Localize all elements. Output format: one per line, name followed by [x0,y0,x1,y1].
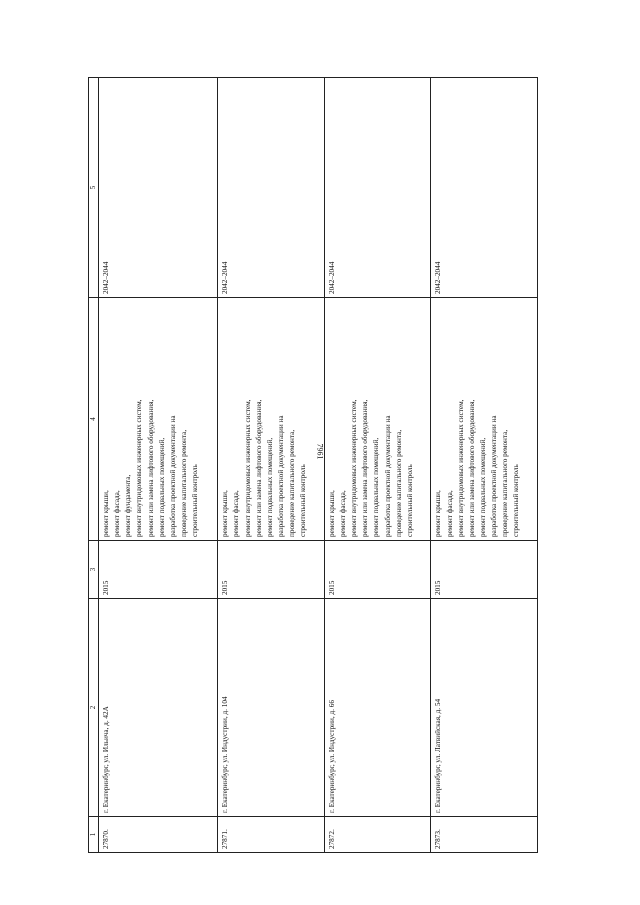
work-item: ремонт внутридомовых инженерных систем, [243,399,252,537]
year-cell: 2015 [431,541,538,599]
table-row [324,78,431,853]
work-item: ремонт фасада, [232,490,241,537]
works-cell [218,298,325,541]
page-number: 7961 [315,443,325,460]
period-cell: 2042–2044 [218,78,325,298]
column-number: 5 [89,78,99,298]
work-item: ремонт подвальных помещений, [265,437,274,537]
work-item: строительный контроль [299,464,308,537]
row-number-cell: 27872. [324,817,431,853]
work-item: ремонт подвальных помещений, [157,437,166,537]
work-item: ремонт внутридомовых инженерных систем, [350,399,359,537]
work-item: разработка проектной документации на [490,415,499,537]
period-cell: 2042–2044 [99,78,218,298]
work-item: разработка проектной документации на [168,415,177,537]
work-item: ремонт или замена лифтового оборудования, [146,399,155,537]
work-item: ремонт или замена лифтового оборудования, [467,399,476,537]
year-cell: 2015 [218,541,325,599]
work-item: ремонт фундамента, [124,474,133,537]
work-item: ремонт подвальных помещений, [479,437,488,537]
period-cell: 2042–2044 [324,78,431,298]
work-item: разработка проектной документации на [383,415,392,537]
row-number-cell: 27873. [431,817,538,853]
work-item: ремонт или замена лифтового оборудования, [361,399,370,537]
works-cell [324,298,431,541]
document-sheet [88,78,538,853]
work-item: ремонт крыши, [327,490,336,537]
work-item: ремонт фасада, [445,490,454,537]
works-cell [99,298,218,541]
work-item: ремонт крыши, [434,490,443,537]
column-number: 1 [89,817,99,853]
work-item: ремонт внутридомовых инженерных систем, [456,399,465,537]
work-item: проведение капитального ремонта, [394,429,403,537]
column-number: 2 [89,599,99,817]
row-number-cell: 27871. [218,817,325,853]
work-item: строительный контроль [512,464,521,537]
work-item: проведение капитального ремонта, [288,429,297,537]
work-item: ремонт крыши, [102,490,110,537]
column-number: 3 [89,541,99,599]
work-item: строительный контроль [405,464,414,537]
works-cell [431,298,538,541]
year-cell: 2015 [324,541,431,599]
work-item: ремонт или замена лифтового оборудования, [254,399,263,537]
address-cell: г. Екатеринбург, ул. Латвийская, д. 54 [431,599,538,817]
work-item: строительный контроль [191,464,200,537]
work-item: ремонт подвальных помещений, [372,437,381,537]
repair-schedule-table [88,77,538,853]
work-item: проведение капитального ремонта, [180,429,189,537]
column-number-row [89,78,99,853]
work-item: проведение капитального ремонта, [501,429,510,537]
work-item: ремонт внутридомовых инженерных систем, [135,399,144,537]
column-number: 4 [89,298,99,541]
period-cell: 2042–2044 [431,78,538,298]
year-cell: 2015 [99,541,218,599]
work-item: ремонт фасада, [113,490,122,537]
table-row [431,78,538,853]
table-row [99,78,218,853]
row-number-cell: 27870. [99,817,218,853]
table-row [218,78,325,853]
work-item: ремонт крыши, [221,490,230,537]
address-cell: г. Екатеринбург, ул. Индустрии, д. 104 [218,599,325,817]
address-cell: г. Екатеринбург, ул. Индустрии, д. 66 [324,599,431,817]
address-cell: г. Екатеринбург, ул. Ильича, д. 42А [99,599,218,817]
work-item: разработка проектной документации на [276,415,285,537]
work-item: ремонт фасада, [338,490,347,537]
